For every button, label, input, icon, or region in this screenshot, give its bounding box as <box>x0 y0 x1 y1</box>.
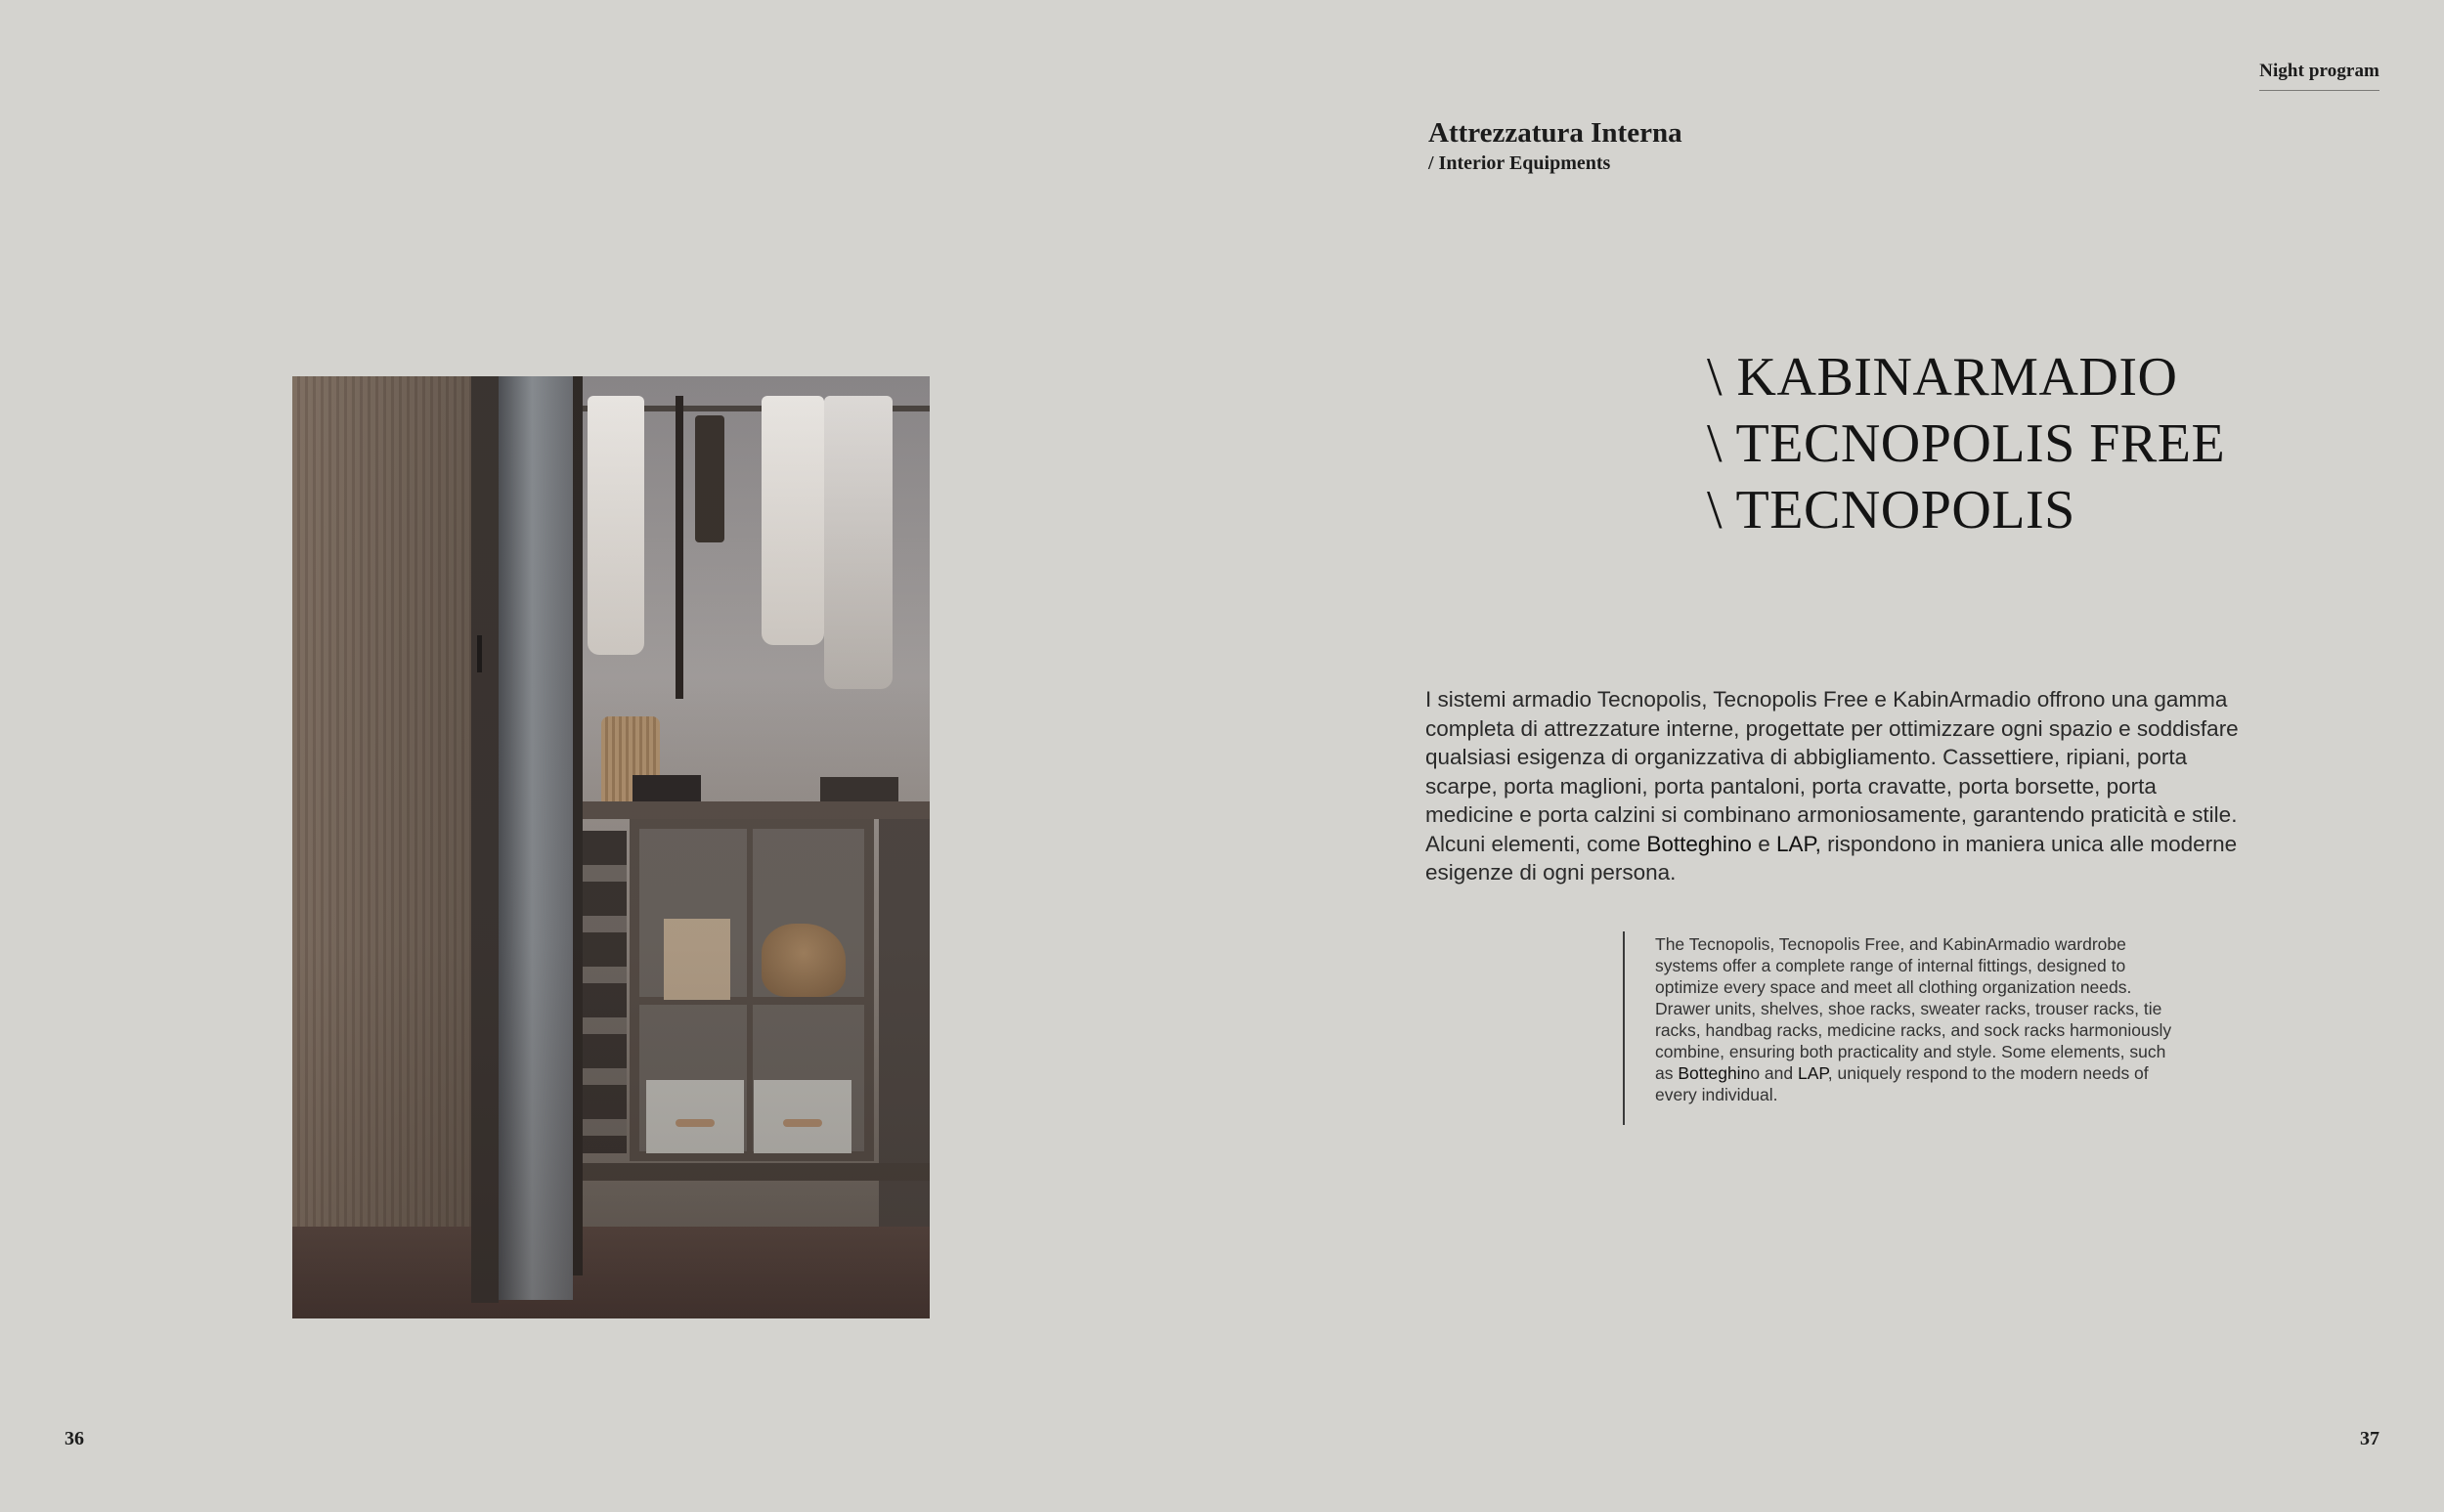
product-line-list <box>1707 344 2225 543</box>
product-line-kabinarmadio: \ KABINARMADIO <box>1707 347 2178 408</box>
english-quote-block <box>1623 931 2172 1125</box>
section-heading <box>1428 115 1682 176</box>
highlight-lap-en: LAP <box>1797 1063 1828 1083</box>
highlight-botteghino-en: Botteghin <box>1678 1063 1751 1083</box>
page-number-left: 36 <box>65 1428 84 1449</box>
highlight-lap: LAP, <box>1775 831 1821 856</box>
section-title: Attrezzatura Interna <box>1428 117 1682 149</box>
nav-tag-night-program[interactable]: Night program <box>2259 61 2379 91</box>
product-line-tecnopolis: \ TECNOPOLIS <box>1707 480 2075 540</box>
highlight-botteghino: Botteghino <box>1646 831 1752 856</box>
body-text-english: The Tecnopolis, Tecnopolis Free, and KabinArmadio wardrobe systems offer a complete range of internal fittings, designed to optimize every space and meet all clothing organization needs. Drawer units, shelves, shoe racks, sweater racks, trouser racks, tie racks, handbag racks, medicine racks, and sock racks harmoniously combine, ensuring both practicality and style. Some elements, such as Botteghino and LAP, uniquely respond to the modern needs of every individual. <box>1655 934 2172 1104</box>
section-subtitle: / Interior Equipments <box>1428 152 1611 174</box>
body-text-italian: I sistemi armadio Tecnopolis, Tecnopolis Free e KabinArmadio offrono una gamma completa di attrezzature interne, progettate per ottimizzare ogni spazio e soddisfare qualsiasi esigenza di organizzativa di abbigliamento. Cassettiere, ripiani, porta scarpe, porta maglioni, porta pantaloni, porta cravatte, porta borsette, porta medicine e porta calzini si combinano armoniosamente, garantendo praticità e stile. Alcuni elementi, come Botteghino e LAP, rispondono in maniera unica alle moderne esigenze di ogni persona. <box>1425 687 2239 885</box>
wardrobe-photo <box>292 376 930 1318</box>
page-number-right: 37 <box>2360 1428 2379 1449</box>
product-line-tecnopolis-free: \ TECNOPOLIS FREE <box>1707 413 2226 474</box>
